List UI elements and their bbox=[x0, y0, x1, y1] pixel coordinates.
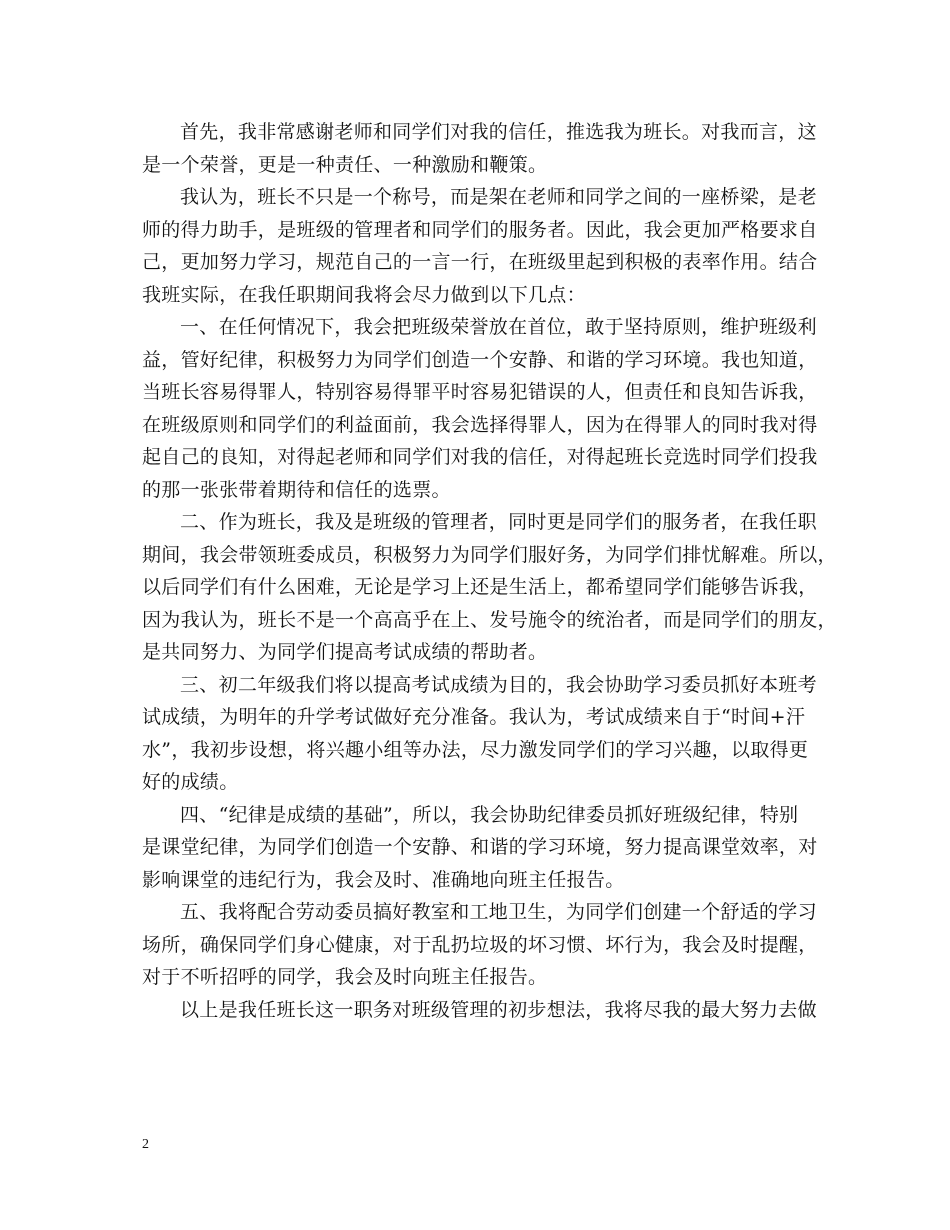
text-line: 当班长容易得罪人，特别容易得罪平时容易犯错误的人，但责任和良知告诉我， bbox=[142, 381, 818, 403]
text-line: 试成绩，为明年的升学考试做好充分准备。我认为，考试成绩来自于“时间+汗 bbox=[142, 706, 806, 728]
text-line: 是一个荣誉，更是一种责任、一种激励和鞭策。 bbox=[142, 153, 548, 176]
text-line: 的那一张张带着期待和信任的选票。 bbox=[142, 478, 451, 501]
text-line: 我认为，班长不只是一个称号，而是架在老师和同学之间的一座桥梁，是老 bbox=[180, 186, 817, 208]
text-line: 一、在任何情况下，我会把班级荣誉放在首位，敢于坚持原则，维护班级利 bbox=[180, 316, 817, 338]
text-line: 因为我认为，班长不是一个高高乎在上、发号施令的统治者，而是同学们的朋友， bbox=[142, 608, 837, 631]
text-line: 二、作为班长，我及是班级的管理者，同时更是同学们的服务者，在我任职 bbox=[180, 511, 817, 533]
text-line: 益，管好纪律，积极努力为同学们创造一个安静、和谐的学习环境。我也知道， bbox=[142, 348, 818, 371]
text-line: 水”，我初步设想，将兴趣小组等办法，尽力激发同学们的学习兴趣，以取得更 bbox=[142, 738, 809, 761]
text-line: 场所，确保同学们身心健康，对于乱扔垃圾的坏习惯、坏行为，我会及时提醒， bbox=[142, 933, 818, 956]
text-line: 是课堂纪律，为同学们创造一个安静、和谐的学习环境，努力提高课堂效率，对 bbox=[142, 836, 818, 858]
text-line: 四、“纪律是成绩的基础”，所以，我会协助纪律委员抓好班级纪律，特别 bbox=[180, 803, 799, 826]
text-line: 我班实际，在我任职期间我将会尽力做到以下几点： bbox=[142, 283, 586, 306]
text-line: 起自己的良知，对得起老师和同学们对我的信任，对得起班长竞选时同学们投我 bbox=[142, 446, 818, 468]
page-number: 2 bbox=[142, 1137, 149, 1152]
text-line: 首先，我非常感谢老师和同学们对我的信任，推选我为班长。对我而言，这 bbox=[180, 121, 817, 143]
text-line: 以上是我任班长这一职务对班级管理的初步想法，我将尽我的最大努力去做 bbox=[180, 998, 817, 1021]
text-line: 五、我将配合劳动委员搞好教室和工地卫生，为同学们创建一个舒适的学习 bbox=[180, 901, 817, 923]
text-line: 是共同努力、为同学们提高考试成绩的帮助者。 bbox=[142, 641, 548, 663]
text-line: 以后同学们有什么困难，无论是学习上还是生活上，都希望同学们能够告诉我， bbox=[142, 576, 818, 598]
text-line: 在班级原则和同学们的利益面前，我会选择得罪人，因为在得罪人的同时我对得 bbox=[142, 413, 818, 436]
text-line: 期间，我会带领班委成员，积极努力为同学们服好务，为同学们排忧解难。所以， bbox=[142, 543, 837, 566]
text-line: 己，更加努力学习，规范自己的一言一行，在班级里起到积极的表率作用。结合 bbox=[142, 251, 818, 273]
document-body bbox=[142, 116, 837, 1026]
text-line: 师的得力助手，是班级的管理者和同学们的服务者。因此，我会更加严格要求自 bbox=[142, 218, 818, 241]
text-line: 对于不听招呼的同学，我会及时向班主任报告。 bbox=[142, 966, 548, 988]
text-line: 三、初二年级我们将以提高考试成绩为目的，我会协助学习委员抓好本班考 bbox=[180, 673, 817, 696]
text-line: 好的成绩。 bbox=[142, 771, 239, 793]
text-line: 影响课堂的违纪行为，我会及时、准确地向班主任报告。 bbox=[142, 868, 625, 891]
